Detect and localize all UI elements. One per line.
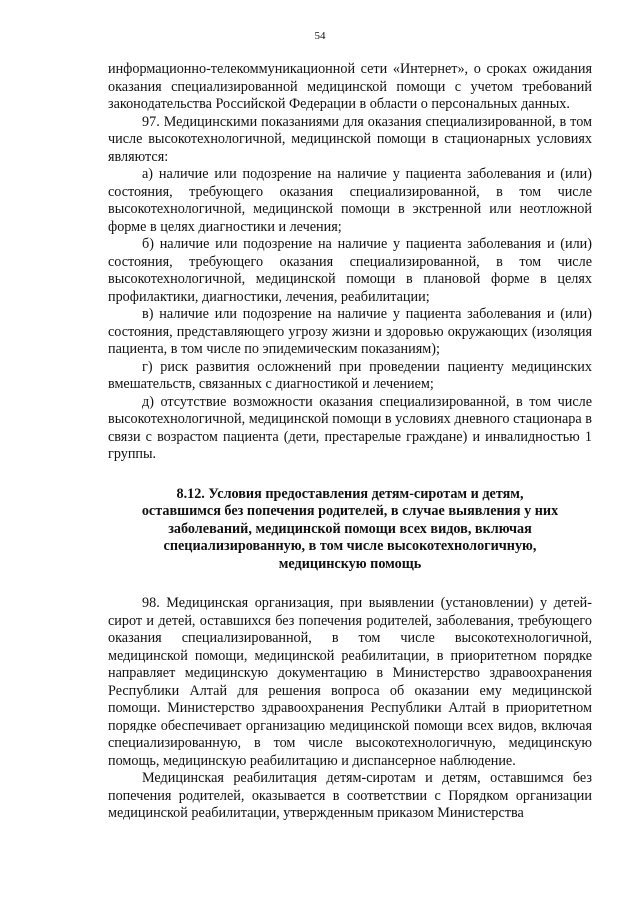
paragraph: 97. Медицинскими показаниями для оказания специализированной, в том числе высокотехнологичной, медицинской помощи в стационарных условиях являются: bbox=[108, 113, 592, 165]
heading-line: оставшимся без попечения родителей, в случае выявления у них bbox=[141, 503, 559, 519]
heading-line: 8.12. Условия предоставления детям-сиротам и детям, bbox=[176, 485, 524, 502]
page-number: 54 bbox=[314, 30, 326, 42]
heading-line: специализированную, в том числе высокотехнологичную, bbox=[163, 538, 537, 554]
paragraph: г) риск развития осложнений при проведении пациенту медицинских вмешательств, связанных с диагностикой и лечением; bbox=[108, 358, 592, 392]
paragraph: а) наличие или подозрение на наличие у пациента заболевания и (или) состояния, требующего оказания специализированной, в том числе высокотехнологичной, медицинской помощи в экстренной или неотложной форме в целях диагностики и лечения; bbox=[108, 166, 592, 235]
heading-line: медицинскую помощь bbox=[278, 555, 422, 572]
paragraph: в) наличие или подозрение на наличие у пациента заболевания и (или) состояния, представляющего угрозу жизни и здоровью окружающих (изоляция пациента, в том числе по эпидемическим показаниям); bbox=[108, 306, 592, 357]
paragraph: 98. Медицинская организация, при выявлении (установлении) у детей-сирот и детей, оставшихся без попечения родителей, заболевания, требующего оказания специализированной, в том числе высокотехнологичной, медицинской помощи, медицинской реабилитации, в приоритетном порядке направляет медицинскую документацию в Министерство здравоохранения Республики Алтай для решения вопроса об оказании ему медицинской помощи. Министерство здравоохранения Республики Алтай в приоритетном порядке обеспечивает организацию медицинской помощи всех видов, включая специализированную, в том числе высокотехнологичную, медицинскую помощь, медицинскую реабилитацию и диспансерное наблюдение. bbox=[108, 595, 592, 769]
document-body bbox=[108, 61, 592, 823]
paragraph: Медицинская реабилитация детям-сиротам и детям, оставшимся без попечения родителей, оказывается в соответствии с Порядком организации медицинской реабилитации, утвержденным приказом Министерства bbox=[108, 770, 592, 821]
paragraphs-after-heading bbox=[108, 595, 592, 823]
paragraph: д) отсутствие возможности оказания специализированной, в том числе высокотехнологичной, медицинской помощи в условиях дневного стационара в связи с возрастом пациента (дети, престарелые граждане) и инвалидностью 1 группы. bbox=[108, 393, 592, 462]
paragraphs-before-heading bbox=[108, 61, 592, 464]
heading-line: заболеваний, медицинской помощи всех видов, включая bbox=[168, 520, 532, 537]
paragraph: б) наличие или подозрение на наличие у пациента заболевания и (или) состояния, требующего оказания специализированной, в том числе высокотехнологичной, медицинской помощи в плановой форме в целях профилактики, диагностики, лечения, реабилитации; bbox=[108, 236, 592, 305]
section-heading bbox=[108, 486, 592, 574]
paragraph: информационно-телекоммуникационной сети «Интернет», о сроках ожидания оказания специализированной медицинской помощи с учетом требований законодательства Российской Федерации в области о персональных данных. bbox=[108, 61, 592, 112]
